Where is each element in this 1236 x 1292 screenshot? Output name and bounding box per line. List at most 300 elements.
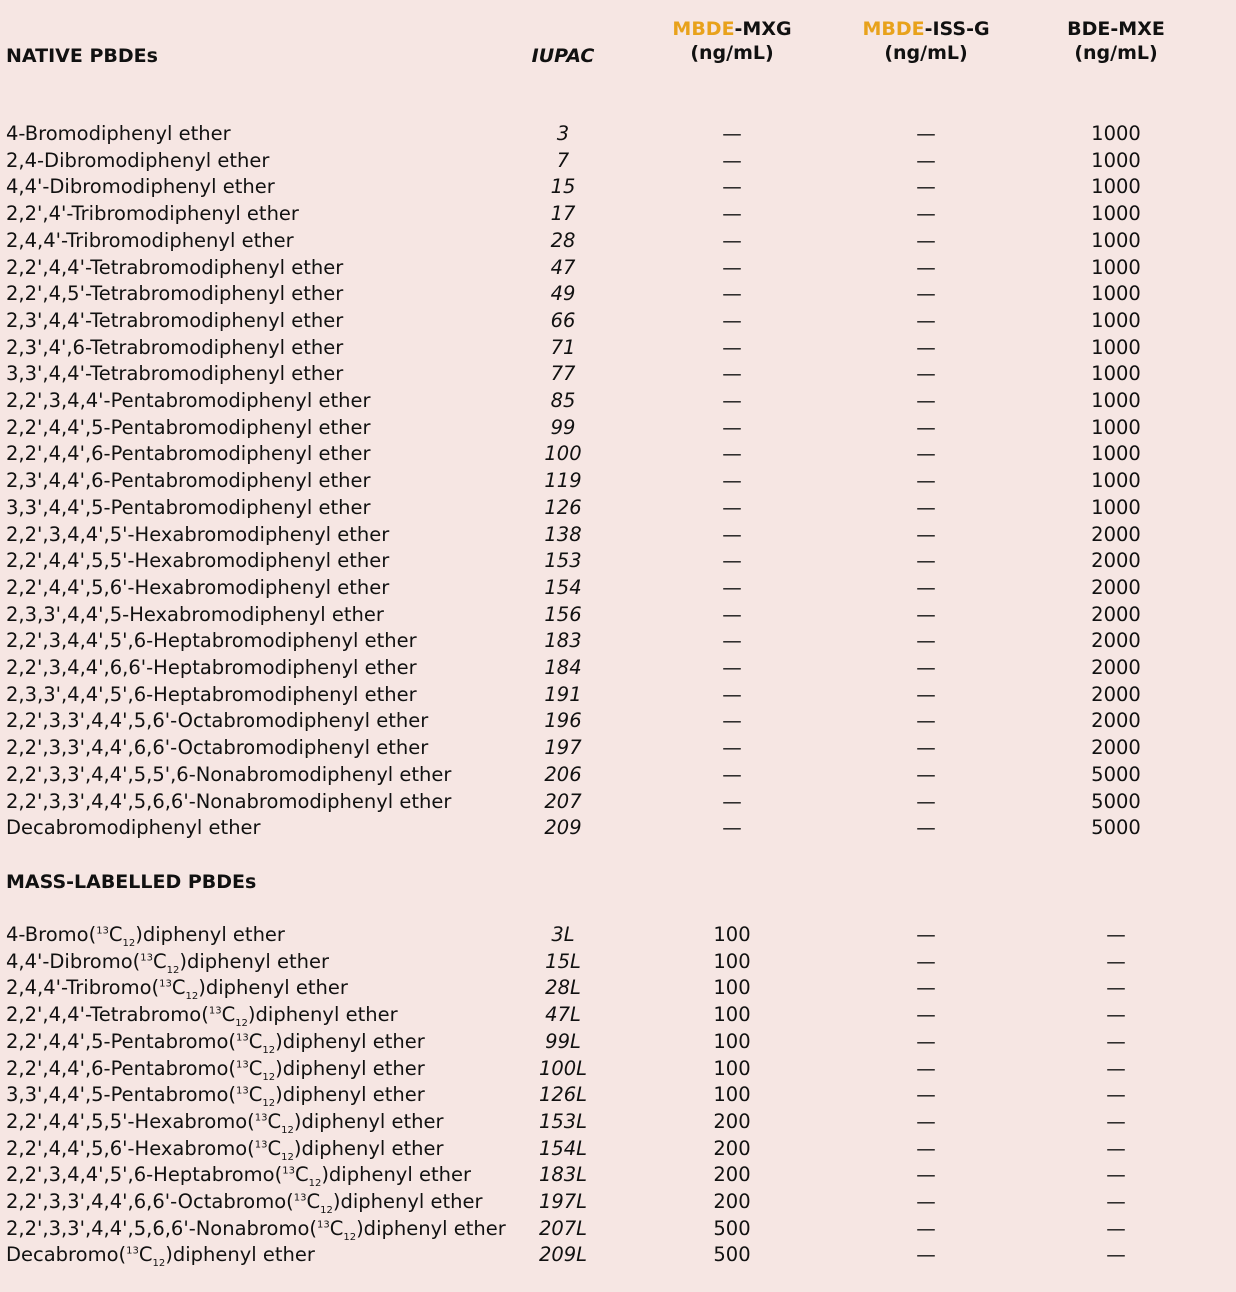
isotope-mass: 13 [236, 1059, 249, 1070]
bde-mxe-value: 1000 [1091, 335, 1141, 359]
table-row [0, 361, 1236, 388]
header-col2-rest: -ISS-G [924, 18, 990, 40]
iupac-number: 100 [544, 442, 582, 466]
isotope-element: C [138, 1243, 153, 1267]
name-prefix: 2,2',4,4',5,5'-Hexabromo( [6, 1109, 255, 1133]
compound-name: 2,2',4,4',5,6'-Hexabromodiphenyl ether [6, 575, 390, 599]
table-row [0, 1109, 1236, 1136]
iupac-number: 100L [538, 1056, 588, 1080]
isotope-mass: 13 [140, 952, 154, 964]
mbde-iss-g-value: — [916, 255, 936, 279]
compound-name: 2,3,3',4,4',5-Hexabromodiphenyl ether [6, 602, 384, 626]
bde-mxe-value: 1000 [1091, 495, 1141, 519]
isotope-element: C [267, 1136, 282, 1160]
mbde-iss-g-value: — [916, 789, 936, 813]
bde-mxe-value: 1000 [1091, 442, 1141, 466]
table-row [0, 975, 1236, 1002]
iupac-number: 153L [538, 1109, 588, 1133]
mbde-iss-g-value: — [916, 1190, 936, 1213]
iupac-number: 49 [550, 282, 576, 306]
isotope-element: C [153, 949, 167, 973]
header-col3 [1036, 17, 1196, 65]
isotope-element: C [171, 976, 186, 1000]
compound-name: 2,2',3,3',4,4',5,6,6'-Nonabromodiphenyl ether [6, 789, 452, 813]
isotope-count: 12 [281, 1124, 294, 1136]
isotope-count: 12 [308, 1178, 322, 1190]
mbde-mxg-value: — [722, 762, 742, 786]
bde-mxe-value: 1000 [1091, 148, 1141, 172]
compound-name [6, 1136, 444, 1163]
header-col3-unit: (ng/mL) [1074, 42, 1158, 64]
table-row [0, 1002, 1236, 1029]
isotope-element: C [267, 1109, 282, 1133]
table-row [0, 1136, 1236, 1163]
bde-mxe-value: 2000 [1091, 549, 1141, 573]
header-iupac [520, 44, 606, 68]
table-row [0, 228, 1236, 255]
mbde-mxg-value: 500 [713, 1216, 751, 1240]
isotope-mass: 13 [126, 1245, 139, 1257]
mbde-mxg-value: 100 [713, 1029, 751, 1053]
iupac-number: 209L [538, 1243, 588, 1267]
bde-mxe-value: — [1106, 923, 1126, 946]
compound-name [6, 1056, 425, 1083]
iupac-number: 154 [544, 575, 582, 599]
isotope-element: C [294, 1163, 309, 1187]
table-row [0, 121, 1236, 148]
name-prefix: 2,2',3,4,4',5',6-Heptabromo( [6, 1163, 283, 1187]
mbde-iss-g-value: — [916, 629, 936, 653]
table-row [0, 815, 1236, 842]
name-prefix: 2,4,4'-Tribromo( [6, 976, 160, 1000]
iupac-number: 206 [544, 762, 582, 786]
isotope-mass: 13 [254, 1112, 268, 1124]
bde-mxe-value: 1000 [1091, 362, 1141, 386]
mbde-mxg-value: — [722, 629, 742, 653]
mbde-mxg-value: — [722, 202, 742, 226]
bde-mxe-value: — [1106, 1243, 1126, 1267]
name-prefix: 2,2',4,4'-Tetrabromo( [6, 1003, 209, 1027]
name-suffix: )diphenyl ether [293, 1109, 444, 1133]
compound-name [6, 1002, 398, 1029]
table-row [0, 628, 1236, 655]
mbde-iss-g-value: — [916, 1056, 936, 1080]
iupac-number: 207 [544, 789, 582, 813]
name-suffix: )diphenyl ether [135, 923, 285, 946]
compound-name: 2,2',4,4',5-Pentabromodiphenyl ether [6, 415, 371, 439]
compound-name: 3,3',4,4'-Tetrabromodiphenyl ether [6, 362, 344, 386]
table-row [0, 255, 1236, 282]
table-row [0, 1082, 1236, 1109]
compound-name: 2,3,3',4,4',5',6-Heptabromodiphenyl ether [6, 682, 417, 706]
table-row [0, 575, 1236, 602]
table-row [0, 148, 1236, 175]
table-row [0, 468, 1236, 495]
table-row [0, 441, 1236, 468]
name-prefix: 4-Bromo( [6, 923, 97, 946]
bde-mxe-value: 2000 [1091, 629, 1141, 653]
iupac-number: 197L [538, 1190, 588, 1213]
compound-name: 3,3',4,4',5-Pentabromodiphenyl ether [6, 495, 371, 519]
iupac-number: 15L [545, 949, 581, 973]
bde-mxe-value: 5000 [1091, 816, 1141, 840]
name-suffix: )diphenyl ether [165, 1243, 315, 1267]
mbde-iss-g-value: — [916, 709, 936, 733]
mbde-iss-g-value: — [916, 1003, 936, 1027]
iupac-number: 154L [538, 1136, 588, 1160]
mbde-iss-g-value: — [916, 1216, 936, 1240]
isotope-mass: 13 [208, 1005, 222, 1017]
mbde-mxg-value: — [722, 122, 742, 145]
bde-mxe-value: 1000 [1091, 282, 1141, 306]
isotope-element: C [248, 1056, 263, 1080]
bde-mxe-value: — [1106, 1136, 1126, 1160]
compound-name: 2,2',4,4',6-Pentabromodiphenyl ether [6, 442, 371, 466]
compound-name: 2,2',4'-Tribromodiphenyl ether [6, 202, 299, 226]
iupac-number: 47L [545, 1003, 581, 1027]
bde-mxe-value: 2000 [1091, 522, 1141, 546]
header-col1 [652, 17, 812, 65]
bde-mxe-value: 1000 [1091, 202, 1141, 226]
mbde-iss-g-value: — [916, 389, 936, 412]
iupac-number: 85 [550, 389, 576, 412]
mbde-mxg-value: — [722, 549, 742, 573]
iupac-number: 207L [538, 1216, 588, 1240]
section-title-mass-labelled: MASS-LABELLED PBDEs [6, 871, 257, 893]
isotope-count: 12 [122, 937, 136, 949]
mbde-mxg-value: — [722, 682, 742, 706]
mbde-iss-g-value: — [916, 415, 936, 439]
bde-mxe-value: — [1106, 1109, 1126, 1133]
compound-name: 2,2',3,4,4'-Pentabromodiphenyl ether [6, 389, 371, 412]
bde-mxe-value: 5000 [1091, 789, 1141, 813]
isotope-mass: 13 [316, 1219, 330, 1231]
table-row [0, 281, 1236, 308]
isotope-count: 12 [320, 1204, 333, 1216]
iupac-number: 71 [550, 335, 576, 359]
bde-mxe-value: — [1106, 1029, 1126, 1053]
bde-mxe-value: 5000 [1091, 762, 1141, 786]
table-row [0, 174, 1236, 201]
isotope-mass: 13 [96, 925, 109, 937]
iupac-number: 184 [544, 656, 582, 679]
isotope-element: C [108, 923, 123, 946]
bde-mxe-value: — [1106, 1056, 1126, 1080]
isotope-count: 12 [152, 1258, 166, 1270]
compound-name: 4-Bromodiphenyl ether [6, 122, 231, 145]
isotope-count: 12 [262, 1098, 276, 1110]
compound-name: 2,2',3,4,4',5'-Hexabromodiphenyl ether [6, 522, 390, 546]
bde-mxe-value: 1000 [1091, 389, 1141, 412]
mbde-mxg-value: — [722, 148, 742, 172]
mbde-iss-g-value: — [916, 175, 936, 199]
compound-name: 2,3',4,4'-Tetrabromodiphenyl ether [6, 308, 344, 332]
iupac-number: 126L [538, 1083, 588, 1107]
name-prefix: 3,3',4,4',5-Pentabromo( [6, 1083, 237, 1107]
bde-mxe-value: 1000 [1091, 255, 1141, 279]
mbde-mxg-value: — [722, 602, 742, 626]
mbde-mxg-value: — [722, 656, 742, 679]
name-prefix: 2,2',4,4',5,6'-Hexabromo( [6, 1136, 255, 1160]
name-prefix: 2,2',4,4',6-Pentabromo( [6, 1056, 237, 1080]
bde-mxe-value: — [1106, 1163, 1126, 1187]
isotope-count: 12 [185, 991, 199, 1003]
isotope-mass: 13 [254, 1139, 268, 1151]
bde-mxe-value: — [1106, 1190, 1126, 1213]
table-row [0, 1216, 1236, 1243]
mbde-iss-g-value: — [916, 282, 936, 306]
iupac-number: 47 [550, 255, 576, 279]
mbde-iss-g-value: — [916, 762, 936, 786]
name-prefix: 2,2',4,4',5-Pentabromo( [6, 1029, 237, 1053]
mbde-iss-g-value: — [916, 228, 936, 252]
iupac-number: 126 [544, 495, 582, 519]
mbde-mxg-value: 100 [713, 923, 751, 946]
header-name-label: NATIVE PBDEs [6, 45, 158, 67]
table-row [0, 922, 1236, 949]
mbde-iss-g-value: — [916, 1136, 936, 1160]
compound-name [6, 975, 348, 1002]
table-row [0, 495, 1236, 522]
mbde-iss-g-value: — [916, 362, 936, 386]
compound-name: 2,2',4,4'-Tetrabromodiphenyl ether [6, 255, 344, 279]
header-col2-title [846, 17, 1006, 41]
isotope-mass: 13 [236, 1032, 249, 1044]
isotope-count: 12 [343, 1231, 357, 1243]
header-col3-title: BDE-MXE [1067, 18, 1165, 40]
mbde-mxg-value: — [722, 442, 742, 466]
isotope-count: 12 [166, 964, 180, 976]
mbde-iss-g-value: — [916, 549, 936, 573]
table-row [0, 388, 1236, 415]
iupac-number: 153 [544, 549, 582, 573]
mbde-iss-g-value: — [916, 1083, 936, 1107]
mbde-mxg-value: — [722, 175, 742, 199]
bde-mxe-value: 1000 [1091, 228, 1141, 252]
name-suffix: )diphenyl ether [179, 949, 330, 973]
isotope-mass: 13 [282, 1165, 295, 1177]
mbde-mxg-value: — [722, 335, 742, 359]
mbde-iss-g-value: — [916, 602, 936, 626]
table-row [0, 335, 1236, 362]
header-col2 [846, 17, 1006, 65]
header-col1-rest: -MXG [734, 18, 792, 40]
bde-mxe-value: 1000 [1091, 415, 1141, 439]
bde-mxe-value: — [1106, 1216, 1126, 1240]
name-suffix: )diphenyl ether [247, 1003, 398, 1027]
isotope-element: C [329, 1216, 344, 1240]
iupac-number: 183L [538, 1163, 588, 1187]
name-prefix: 2,2',3,3',4,4',6,6'-Octabromo( [6, 1190, 294, 1213]
isotope-element: C [248, 1029, 263, 1053]
bde-mxe-value: — [1106, 1003, 1126, 1027]
mbde-iss-g-value: — [916, 308, 936, 332]
table-row [0, 602, 1236, 629]
iupac-number: 17 [550, 202, 576, 226]
iupac-number: 156 [544, 602, 582, 626]
table-row [0, 949, 1236, 976]
mbde-iss-g-value: — [916, 1163, 936, 1187]
isotope-element: C [248, 1083, 263, 1107]
iupac-number: 15 [550, 175, 576, 199]
mbde-iss-g-value: — [916, 122, 936, 145]
mbde-mxg-value: 100 [713, 976, 751, 1000]
mbde-mxg-value: 200 [713, 1163, 751, 1187]
table-row [0, 1029, 1236, 1056]
compound-name: 2,2',3,4,4',6,6'-Heptabromodiphenyl ether [6, 656, 417, 679]
mbde-mxg-value: — [722, 362, 742, 386]
compound-name: 4,4'-Dibromodiphenyl ether [6, 175, 275, 199]
compound-name [6, 1082, 425, 1109]
mbde-iss-g-value: — [916, 949, 936, 973]
mbde-mxg-value: 200 [713, 1136, 751, 1160]
mbde-iss-g-value: — [916, 469, 936, 493]
isotope-mass: 13 [236, 1085, 249, 1097]
table-row [0, 548, 1236, 575]
iupac-number: 138 [544, 522, 582, 546]
mbde-mxg-value: — [722, 308, 742, 332]
table-row [0, 682, 1236, 709]
table-row [0, 762, 1236, 789]
mbde-iss-g-value: — [916, 736, 936, 760]
mbde-mxg-value: — [722, 415, 742, 439]
isotope-count: 12 [262, 1071, 276, 1083]
mbde-iss-g-value: — [916, 442, 936, 466]
mbde-iss-g-value: — [916, 1243, 936, 1267]
name-suffix: )diphenyl ether [275, 1029, 425, 1053]
mbde-mxg-value: 100 [713, 1003, 751, 1027]
header-col2-accent: MBDE [862, 18, 925, 40]
compound-name: 2,2',3,4,4',5',6-Heptabromodiphenyl ether [6, 629, 417, 653]
mbde-mxg-value: 100 [713, 949, 751, 973]
header-name [6, 44, 158, 68]
mbde-iss-g-value: — [916, 1029, 936, 1053]
bde-mxe-value: 1000 [1091, 469, 1141, 493]
compound-name: 2,2',3,3',4,4',5,6'-Octabromodiphenyl ether [6, 709, 429, 733]
name-suffix: )diphenyl ether [356, 1216, 506, 1240]
iupac-number: 3L [551, 923, 575, 946]
compound-name [6, 1242, 315, 1269]
compound-name: 2,2',3,3',4,4',5,5',6-Nonabromodiphenyl ether [6, 762, 452, 786]
name-prefix: 2,2',3,3',4,4',5,6,6'-Nonabromo( [6, 1216, 317, 1240]
table-row [0, 308, 1236, 335]
isotope-mass: 13 [159, 978, 172, 990]
table-row [0, 1189, 1236, 1216]
mbde-iss-g-value: — [916, 522, 936, 546]
mbde-iss-g-value: — [916, 1109, 936, 1133]
bde-mxe-value: — [1106, 976, 1126, 1000]
mbde-mxg-value: — [722, 709, 742, 733]
header-col2-unit: (ng/mL) [884, 42, 968, 64]
compound-name [6, 922, 285, 949]
table-row [0, 1056, 1236, 1083]
bde-mxe-value: 2000 [1091, 656, 1141, 679]
bde-mxe-value: 1000 [1091, 308, 1141, 332]
iupac-number: 99L [545, 1029, 581, 1053]
table-row [0, 1242, 1236, 1269]
mbde-mxg-value: — [722, 469, 742, 493]
iupac-number: 66 [550, 308, 576, 332]
name-prefix: Decabromo( [6, 1243, 127, 1267]
compound-name: 2,4,4'-Tribromodiphenyl ether [6, 228, 294, 252]
mbde-mxg-value: — [722, 575, 742, 599]
name-suffix: )diphenyl ether [198, 976, 348, 1000]
compound-name: 2,4-Dibromodiphenyl ether [6, 148, 270, 172]
header-col1-accent: MBDE [672, 18, 735, 40]
table-row [0, 415, 1236, 442]
mbde-mxg-value: — [722, 389, 742, 412]
mbde-mxg-value: 200 [713, 1190, 751, 1213]
table-row [0, 708, 1236, 735]
iupac-number: 196 [544, 709, 582, 733]
compound-name: Decabromodiphenyl ether [6, 816, 261, 840]
name-suffix: )diphenyl ether [293, 1136, 444, 1160]
isotope-mass: 13 [293, 1192, 307, 1204]
bde-mxe-value: — [1106, 1083, 1126, 1107]
mbde-mxg-value: — [722, 789, 742, 813]
bde-mxe-value: 2000 [1091, 736, 1141, 760]
isotope-count: 12 [281, 1151, 294, 1163]
header-iupac-label: IUPAC [531, 45, 595, 67]
iupac-number: 28L [545, 976, 581, 1000]
iupac-number: 183 [544, 629, 582, 653]
mbde-mxg-value: — [722, 816, 742, 840]
iupac-number: 28 [550, 228, 576, 252]
name-suffix: )diphenyl ether [275, 1056, 425, 1080]
name-suffix: )diphenyl ether [321, 1163, 471, 1187]
mbde-mxg-value: — [722, 255, 742, 279]
iupac-number: 209 [544, 816, 582, 840]
mbde-iss-g-value: — [916, 923, 936, 946]
bde-mxe-value: 2000 [1091, 575, 1141, 599]
name-suffix: )diphenyl ether [332, 1190, 483, 1213]
iupac-number: 191 [544, 682, 582, 706]
mbde-mxg-value: — [722, 495, 742, 519]
mbde-mxg-value: 100 [713, 1056, 751, 1080]
mbde-iss-g-value: — [916, 148, 936, 172]
bde-mxe-value: 1000 [1091, 122, 1141, 145]
compound-name [6, 1162, 471, 1189]
mbde-iss-g-value: — [916, 816, 936, 840]
compound-name: 2,2',3,3',4,4',6,6'-Octabromodiphenyl ether [6, 736, 429, 760]
compound-name: 2,3',4,4',6-Pentabromodiphenyl ether [6, 469, 371, 493]
header-col1-title [652, 17, 812, 41]
iupac-number: 99 [550, 415, 576, 439]
mbde-iss-g-value: — [916, 656, 936, 679]
compound-name: 2,2',4,4',5,5'-Hexabromodiphenyl ether [6, 549, 390, 573]
isotope-element: C [221, 1003, 236, 1027]
mbde-mxg-value: — [722, 282, 742, 306]
table-row [0, 735, 1236, 762]
iupac-number: 119 [544, 469, 582, 493]
mbde-mxg-value: — [722, 522, 742, 546]
bde-mxe-value: 2000 [1091, 709, 1141, 733]
isotope-count: 12 [262, 1044, 276, 1056]
table-row [0, 655, 1236, 682]
table-row [0, 522, 1236, 549]
mbde-mxg-value: — [722, 736, 742, 760]
compound-name [6, 1029, 425, 1056]
mbde-mxg-value: — [722, 228, 742, 252]
isotope-element: C [306, 1190, 321, 1213]
mbde-mxg-value: 200 [713, 1109, 751, 1133]
table-row [0, 789, 1236, 816]
table-row [0, 201, 1236, 228]
compound-name [6, 949, 329, 976]
mbde-iss-g-value: — [916, 976, 936, 1000]
table-row [0, 1162, 1236, 1189]
compound-name: 2,2',4,5'-Tetrabromodiphenyl ether [6, 282, 344, 306]
